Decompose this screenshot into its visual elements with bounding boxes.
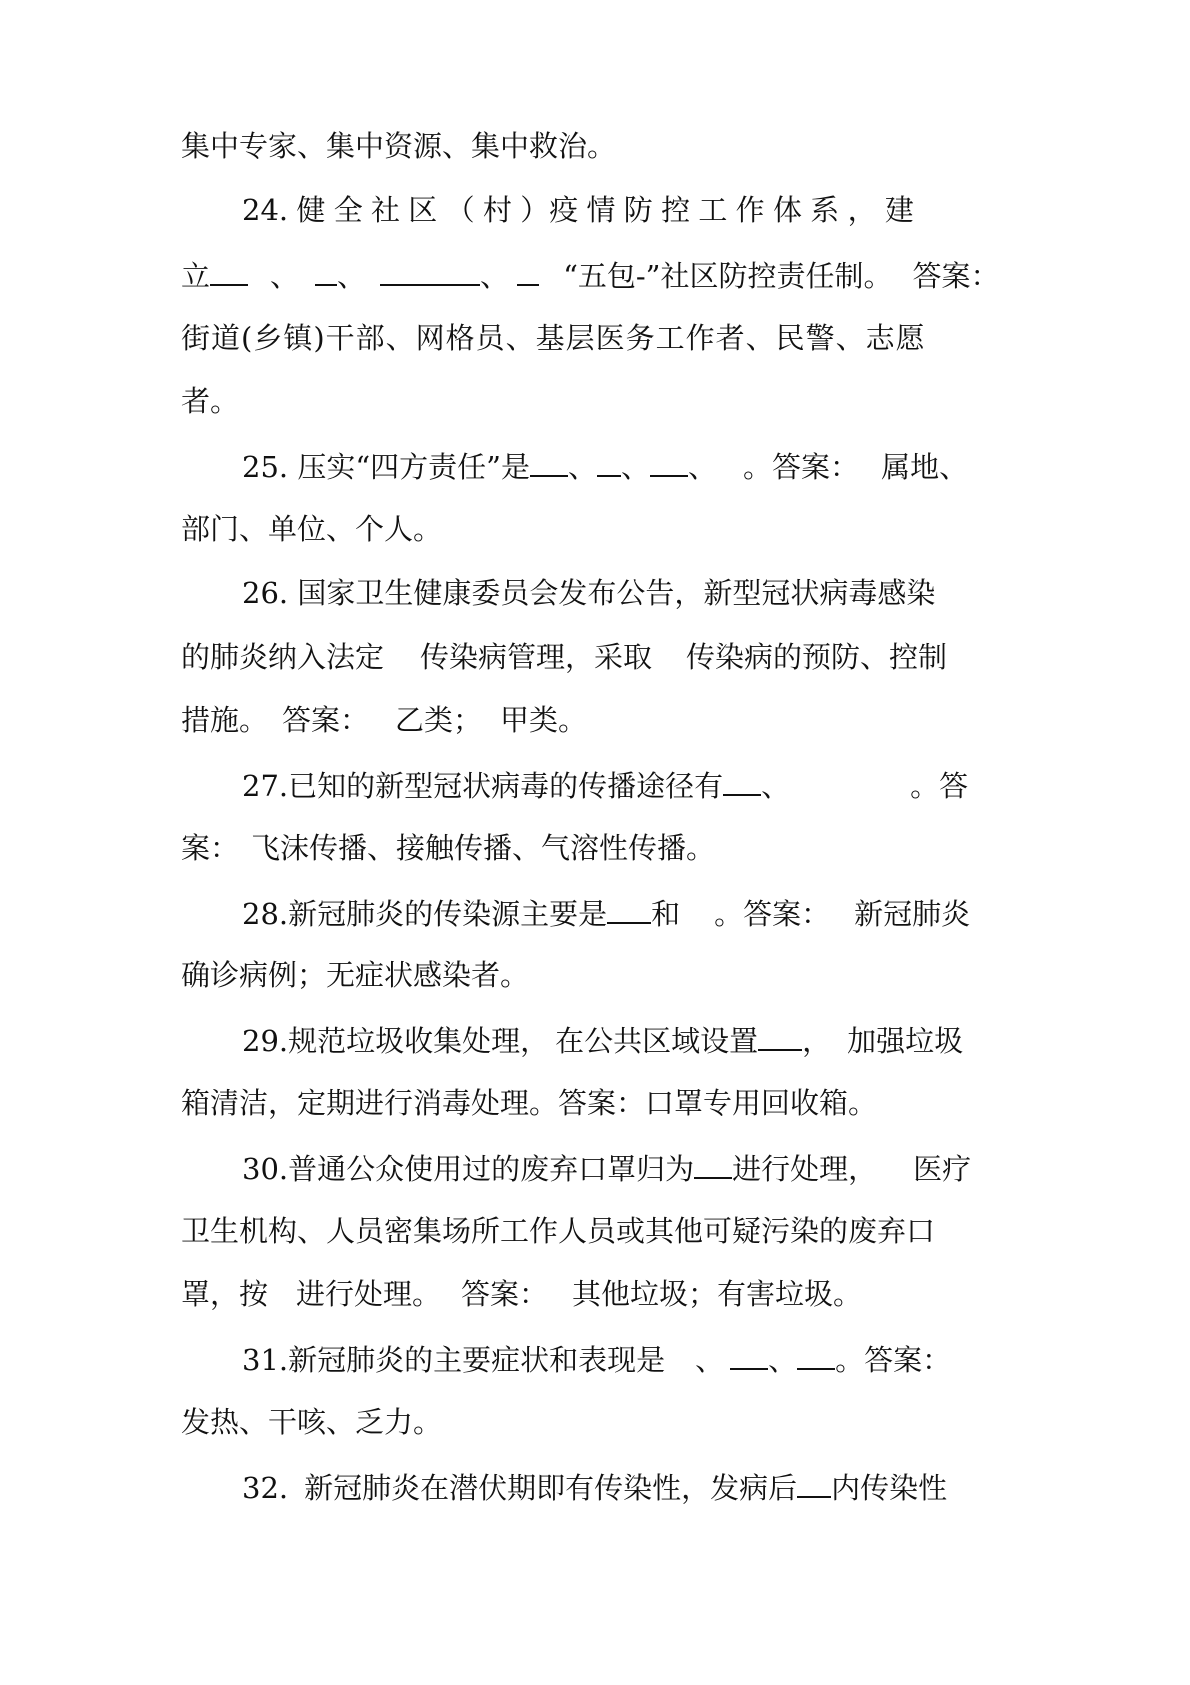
text-segment: 29.规范垃圾收集处理，	[242, 1024, 550, 1058]
text-segment: 、	[568, 450, 598, 484]
text-segment: 乙类；	[395, 703, 483, 737]
text-segment: 。答	[910, 769, 969, 803]
answer-blank	[723, 764, 761, 796]
text-segment: 防	[623, 193, 653, 227]
text-segment: 进行处理。	[296, 1277, 442, 1311]
text-line	[181, 700, 1021, 740]
text-segment: 健	[296, 193, 326, 227]
text-segment: 新冠肺炎在潜伏期即有传染性，发病后	[304, 1471, 798, 1505]
text-segment: 医疗	[913, 1152, 972, 1186]
text-segment: 部门、单位、个人。	[181, 512, 443, 546]
answer-blank	[380, 254, 480, 286]
text-segment: 、	[480, 259, 510, 293]
text-segment: 进行处理，	[732, 1152, 878, 1186]
answer-label: 案：	[181, 831, 240, 865]
text-line	[181, 1402, 1021, 1442]
text-segment: 箱清洁，定期进行消毒处理。答案：口罩专用回收箱。	[181, 1086, 878, 1120]
question-26-line	[242, 573, 1022, 613]
text-segment: 加强垃圾	[847, 1024, 964, 1058]
text-segment: 、	[695, 1343, 725, 1377]
text-segment: 集中专家、集中资源、集中救治。	[181, 129, 617, 163]
answer-label: 答案：	[461, 1277, 549, 1311]
text-segment: 的肺炎纳入法定	[181, 640, 385, 674]
text-line	[181, 254, 1021, 296]
answer-blank	[650, 445, 688, 477]
text-line	[181, 637, 1021, 677]
question-28-line	[242, 892, 1022, 934]
text-segment: ，	[847, 193, 877, 227]
text-line	[181, 509, 1021, 549]
question-32-line	[242, 1466, 1022, 1508]
text-segment: 属地、	[881, 450, 969, 484]
text-segment: 立	[181, 259, 211, 293]
text-segment: 卫生机构、人员密集场所工作人员或其他可疑污染的废弃口	[181, 1214, 936, 1248]
text-line	[181, 381, 1021, 421]
text-segment: 27.已知的新型冠状病毒的传播途径有	[242, 769, 724, 803]
text-segment: 作	[735, 193, 765, 227]
question-number: 24.	[242, 193, 289, 227]
text-segment: 情	[586, 193, 616, 227]
question-27-line	[242, 764, 1022, 806]
text-segment: 。答案：	[714, 897, 831, 931]
text-line	[181, 318, 1021, 358]
text-line	[181, 1211, 1021, 1251]
text-segment: 和	[651, 897, 681, 931]
text-line	[181, 1274, 1021, 1314]
text-segment: 体	[772, 193, 802, 227]
text-segment: 者。	[181, 384, 240, 418]
text-segment: ，	[802, 1024, 832, 1058]
text-line	[181, 828, 1021, 868]
text-segment: 罩，按	[181, 1277, 269, 1311]
text-line	[181, 126, 1021, 166]
text-segment: 在公共区域设置	[555, 1024, 759, 1058]
text-segment: 、	[270, 259, 300, 293]
question-25-line	[242, 445, 1022, 487]
text-segment: 、	[688, 450, 718, 484]
text-segment: 、	[337, 259, 367, 293]
answer-blank	[517, 254, 539, 286]
text-segment: 26. 国家卫生健康委员会发布公告，新型冠状病毒感染	[242, 576, 936, 610]
text-segment: 飞沫传播、接触传播、气溶性传播。	[251, 831, 716, 865]
text-line	[181, 955, 1021, 995]
text-segment: 工	[698, 193, 728, 227]
answer-blank	[210, 254, 248, 286]
question-30-line	[242, 1147, 1022, 1189]
question-number: 32.	[242, 1471, 289, 1505]
text-segment: 。答案：	[835, 1343, 952, 1377]
answer-blank	[607, 892, 651, 924]
text-segment: 28.新冠肺炎的传染源主要是	[242, 897, 608, 931]
text-segment: 其他垃圾；有害垃圾。	[572, 1277, 863, 1311]
question-31-line	[242, 1338, 1022, 1380]
text-segment: 30.普通公众使用过的废弃口罩归为	[242, 1152, 695, 1186]
text-segment: 31.新冠肺炎的主要症状和表现是	[242, 1343, 666, 1377]
text-segment: 建	[884, 193, 914, 227]
text-segment: 社	[371, 193, 401, 227]
answer-blank	[758, 1019, 802, 1051]
text-segment: 、	[768, 1343, 798, 1377]
text-segment: 新冠肺炎	[854, 897, 971, 931]
text-segment: 系	[810, 193, 840, 227]
answer-blank	[797, 1338, 835, 1370]
text-segment: 控	[661, 193, 691, 227]
text-segment: 村	[482, 193, 512, 227]
text-segment: （	[445, 193, 475, 227]
answer-blank	[730, 1338, 768, 1370]
answer-blank	[315, 254, 337, 286]
text-segment: 发热、干咳、乏力。	[181, 1405, 443, 1439]
text-segment: “五包-”社区防控责任制。	[563, 259, 893, 293]
text-segment: 、	[761, 769, 791, 803]
text-segment: 街道(乡镇)干部、网格员、基层医务工作者、民警、志愿	[181, 321, 926, 355]
text-segment: 25. 压实“四方责任”是	[242, 450, 530, 484]
text-line	[181, 1083, 1021, 1123]
answer-blank	[597, 445, 621, 477]
answer-blank	[694, 1147, 732, 1179]
answer-label: 答案：	[282, 703, 370, 737]
answer-blank	[797, 1466, 831, 1498]
text-segment: 传染病的预防、控制	[686, 640, 948, 674]
text-segment: 内传染性	[831, 1471, 948, 1505]
question-24-line	[242, 190, 914, 230]
answer-label: 答案：	[912, 259, 1000, 293]
text-segment: 区	[408, 193, 438, 227]
text-segment: 。答案：	[743, 450, 860, 484]
answer-blank	[530, 445, 568, 477]
text-segment: 传染病管理，采取	[420, 640, 653, 674]
text-segment: 全	[333, 193, 363, 227]
text-segment: 措施。	[181, 703, 269, 737]
text-segment: 、	[621, 450, 651, 484]
text-segment: ）疫	[520, 193, 579, 227]
question-29-line	[242, 1019, 1022, 1061]
text-segment: 甲类。	[500, 703, 588, 737]
text-segment: 确诊病例；无症状感染者。	[181, 958, 530, 992]
